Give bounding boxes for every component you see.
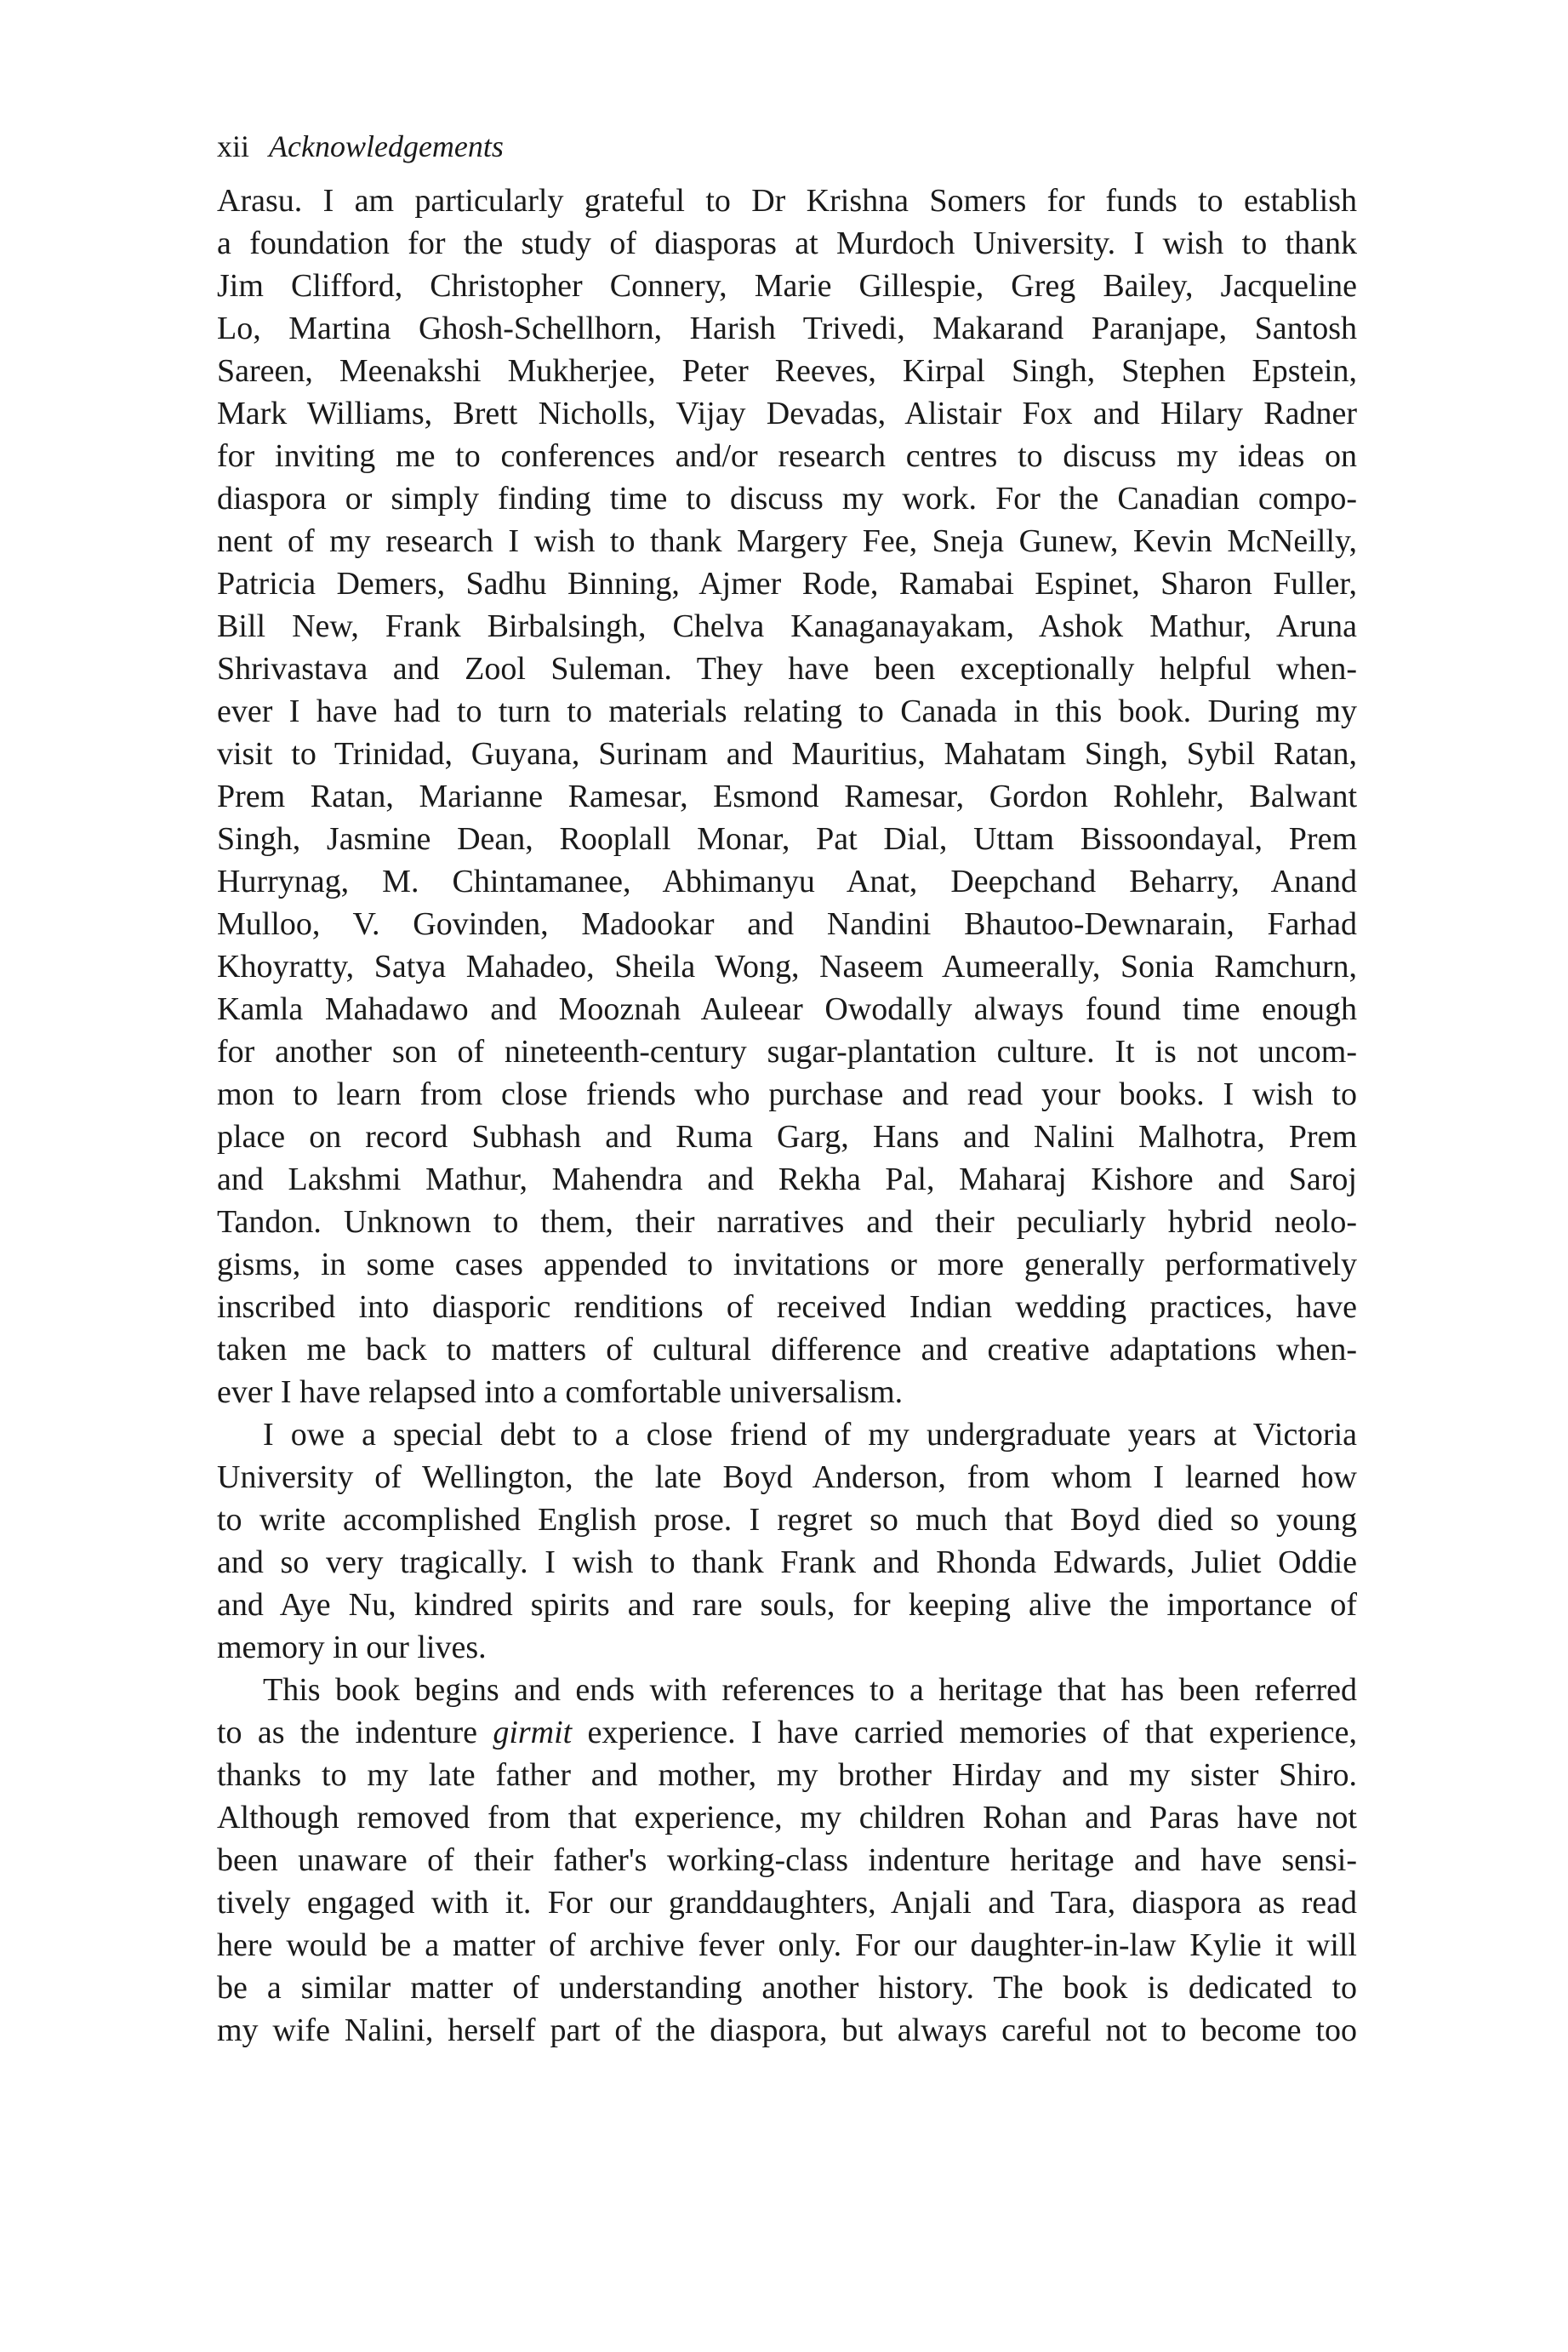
text-line: ever I have had to turn to materials relating to Canada in this book. During my	[217, 694, 1357, 729]
text-line: thanks to my late father and mother, my brother Hirday and my sister Shiro.	[217, 1757, 1357, 1793]
page-number: xii	[217, 129, 250, 163]
running-head-title: Acknowledgements	[269, 129, 504, 163]
text-line: This book begins and ends with references to a heritage that has been referred	[263, 1672, 1357, 1708]
text-line: taken me back to matters of cultural difference and creative adaptations when-	[217, 1332, 1357, 1367]
text-line: and Aye Nu, kindred spirits and rare souls, for keeping alive the importance of	[217, 1587, 1357, 1623]
text-line: my wife Nalini, herself part of the diaspora, but always careful not to become too	[217, 2012, 1357, 2048]
text-line: and so very tragically. I wish to thank Frank and Rhonda Edwards, Juliet Oddie	[217, 1544, 1357, 1580]
text-line: Patricia Demers, Sadhu Binning, Ajmer Rode, Ramabai Espinet, Sharon Fuller,	[217, 566, 1357, 602]
text-line: diaspora or simply finding time to discuss my work. For the Canadian compo-	[217, 481, 1357, 517]
text-line: place on record Subhash and Ruma Garg, Hans and Nalini Malhotra, Prem	[217, 1119, 1357, 1155]
text-line: Sareen, Meenakshi Mukherjee, Peter Reeves, Kirpal Singh, Stephen Epstein,	[217, 353, 1357, 389]
text-line: gisms, in some cases appended to invitations or more generally performatively	[217, 1247, 1357, 1282]
text-line: Hurrynag, M. Chintamanee, Abhimanyu Anat, Deepchand Beharry, Anand	[217, 864, 1357, 899]
text-line: tively engaged with it. For our granddaughters, Anjali and Tara, diaspora as read	[217, 1885, 1357, 1921]
text-line: Although removed from that experience, my children Rohan and Paras have not	[217, 1800, 1357, 1835]
paragraph-3	[217, 1669, 1357, 2052]
text-line: Prem Ratan, Marianne Ramesar, Esmond Ramesar, Gordon Rohlehr, Balwant	[217, 779, 1357, 814]
text-line: here would be a matter of archive fever only. For our daughter-in-law Kylie it will	[217, 1927, 1357, 1963]
text-line: for another son of nineteenth-century sugar-plantation culture. It is not uncom-	[217, 1034, 1357, 1070]
text-line: Mulloo, V. Govinden, Madookar and Nandini Bhautoo-Dewnarain, Farhad	[217, 906, 1357, 942]
text-span: experience. I have carried memories of that experience,	[572, 1715, 1357, 1750]
text-span: to as the indenture	[217, 1715, 493, 1750]
text-line: to write accomplished English prose. I regret so much that Boyd died so young	[217, 1502, 1357, 1538]
text-line: Tandon. Unknown to them, their narratives and their peculiarly hybrid neolo-	[217, 1204, 1357, 1240]
text-line: Singh, Jasmine Dean, Rooplall Monar, Pat Dial, Uttam Bissoondayal, Prem	[217, 821, 1357, 857]
text-line: Bill New, Frank Birbalsingh, Chelva Kanaganayakam, Ashok Mathur, Aruna	[217, 608, 1357, 644]
body-text	[217, 180, 1357, 2052]
italic-term: girmit	[493, 1715, 573, 1750]
text-line: a foundation for the study of diasporas at Murdoch University. I wish to thank	[217, 225, 1357, 261]
text-line: Shrivastava and Zool Suleman. They have been exceptionally helpful when-	[217, 651, 1357, 687]
text-line: for inviting me to conferences and/or research centres to discuss my ideas on	[217, 438, 1357, 474]
paragraph-1	[217, 180, 1357, 1413]
text-line: Arasu. I am particularly grateful to Dr Krishna Somers for funds to establish	[217, 183, 1357, 219]
running-head	[217, 128, 504, 165]
text-line: Lo, Martina Ghosh-Schellhorn, Harish Trivedi, Makarand Paranjape, Santosh	[217, 311, 1357, 346]
text-line: University of Wellington, the late Boyd Anderson, from whom I learned how	[217, 1459, 1357, 1495]
text-line: and Lakshmi Mathur, Mahendra and Rekha Pal, Maharaj Kishore and Saroj	[217, 1162, 1357, 1197]
text-line-with-italic	[217, 1711, 1357, 1754]
text-line: Jim Clifford, Christopher Connery, Marie Gillespie, Greg Bailey, Jacqueline	[217, 268, 1357, 304]
text-line: been unaware of their father's working-class indenture heritage and have sensi-	[217, 1842, 1357, 1878]
text-line: visit to Trinidad, Guyana, Surinam and Mauritius, Mahatam Singh, Sybil Ratan,	[217, 736, 1357, 772]
text-line: be a similar matter of understanding another history. The book is dedicated to	[217, 1970, 1357, 2006]
text-line: nent of my research I wish to thank Margery Fee, Sneja Gunew, Kevin McNeilly,	[217, 523, 1357, 559]
text-line: ever I have relapsed into a comfortable universalism.	[217, 1374, 904, 1410]
text-line: inscribed into diasporic renditions of received Indian wedding practices, have	[217, 1289, 1357, 1325]
text-line: Mark Williams, Brett Nicholls, Vijay Devadas, Alistair Fox and Hilary Radner	[217, 396, 1357, 431]
text-line: mon to learn from close friends who purchase and read your books. I wish to	[217, 1076, 1357, 1112]
text-line: Kamla Mahadawo and Mooznah Auleear Owodally always found time enough	[217, 991, 1357, 1027]
text-line: Khoyratty, Satya Mahadeo, Sheila Wong, Naseem Aumeerally, Sonia Ramchurn,	[217, 949, 1357, 985]
text-line: I owe a special debt to a close friend of my undergraduate years at Victoria	[263, 1417, 1357, 1453]
text-line: memory in our lives.	[217, 1630, 487, 1665]
paragraph-2	[217, 1413, 1357, 1669]
